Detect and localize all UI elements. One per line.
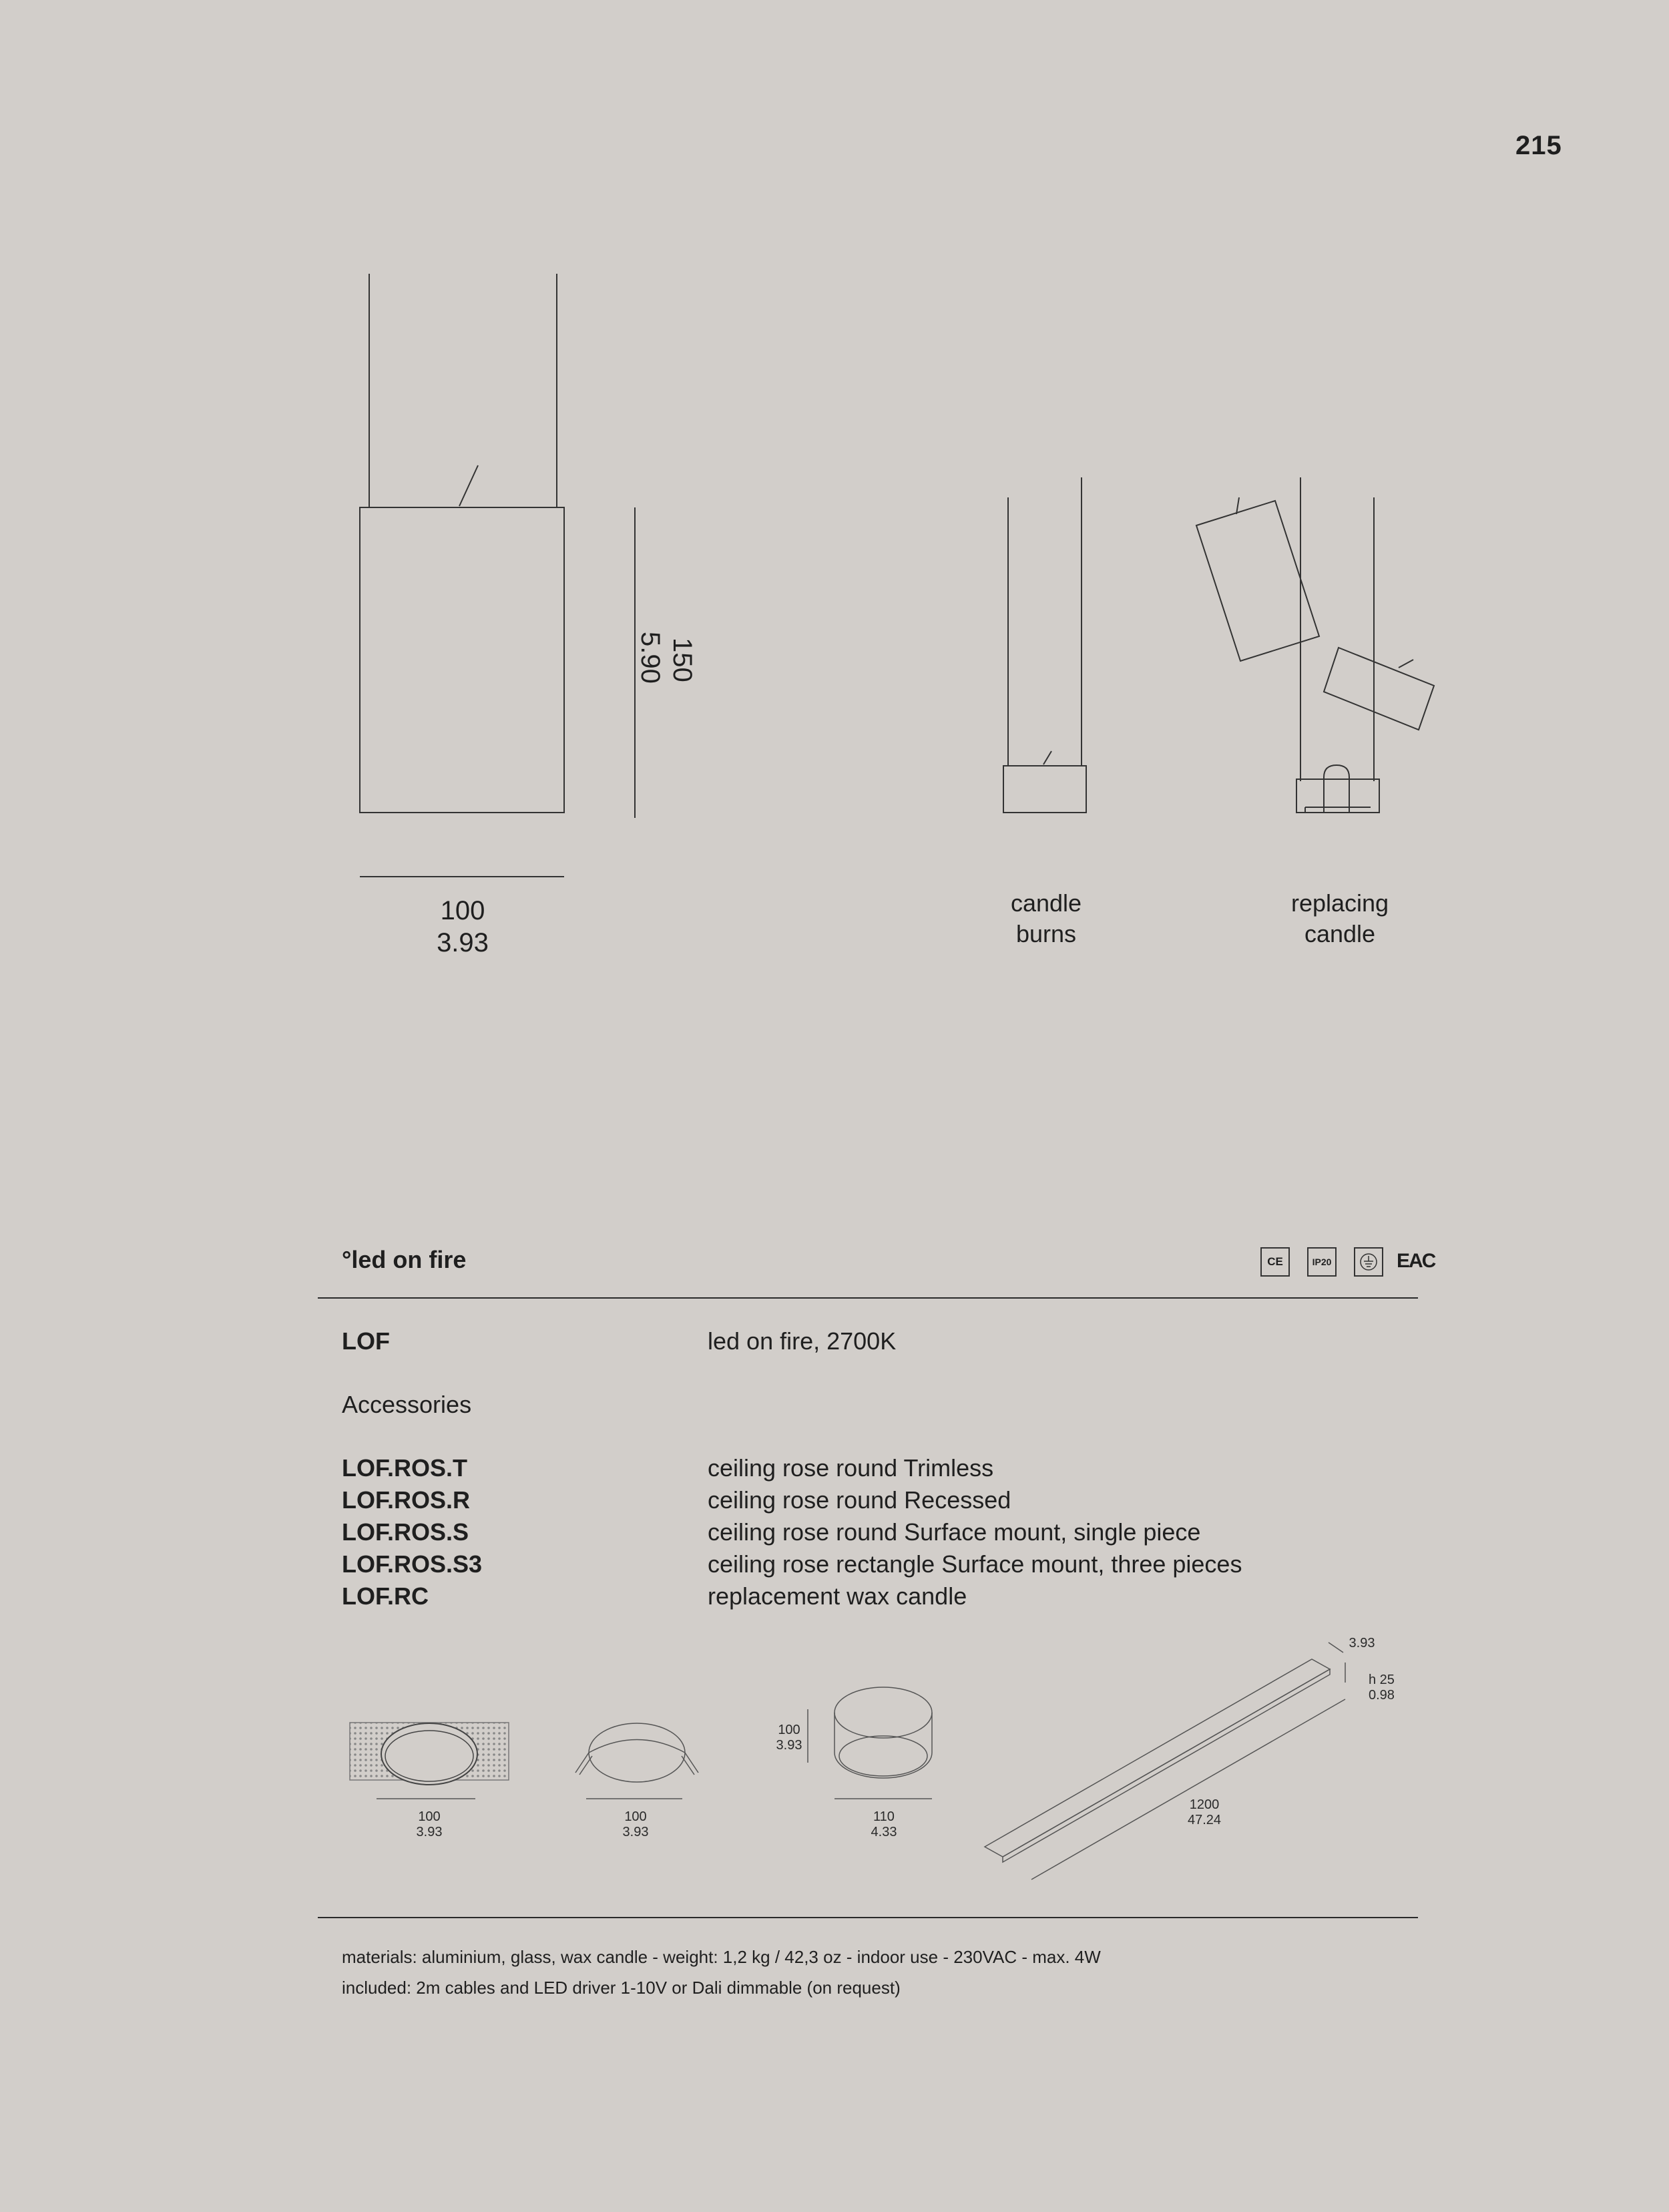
accessory-code: LOF.ROS.S xyxy=(342,1518,469,1546)
surface-height-dimension xyxy=(769,1723,809,1753)
caption-line: burns xyxy=(1015,920,1077,947)
pendant-front-view xyxy=(360,274,564,813)
accessory-code: LOF.ROS.R xyxy=(342,1486,471,1514)
footer-materials: materials: aluminium, glass, wax candle - weight: 1,2 kg / 42,3 oz - indoor use - 230VAC - max. 4W xyxy=(342,1947,1101,1967)
dim-in: 0.98 xyxy=(1369,1688,1395,1703)
accessory-code: LOF.ROS.T xyxy=(342,1454,467,1482)
dim-mm: 100 xyxy=(778,1723,800,1737)
divider-bottom xyxy=(318,1917,1418,1918)
width-dimension-label xyxy=(396,895,529,959)
main-desc: led on fire, 2700K xyxy=(708,1327,897,1355)
dim-in: 3.93 xyxy=(416,1825,443,1839)
recessed-dimension xyxy=(595,1809,676,1840)
page-number: 215 xyxy=(1515,131,1562,160)
rect-length-dimension xyxy=(1164,1797,1244,1828)
dim-mm: 110 xyxy=(873,1809,895,1824)
footer-included: included: 2m cables and LED driver 1-10V or Dali dimmable (on request) xyxy=(342,1978,901,1998)
accessory-code: LOF.ROS.S3 xyxy=(342,1550,483,1578)
height-in: 5.90 xyxy=(636,632,665,684)
dim-mm: 100 xyxy=(624,1809,647,1824)
caption-replacing-candle xyxy=(1240,888,1440,949)
rect-width-dimension: 3.93 xyxy=(1349,1636,1375,1650)
recessed-rose-drawing xyxy=(575,1723,698,1799)
divider-top xyxy=(318,1297,1418,1299)
accessory-desc: ceiling rose round Recessed xyxy=(708,1486,1011,1514)
product-title: °led on fire xyxy=(342,1246,467,1273)
caption-line: candle xyxy=(1010,889,1082,917)
dim-mm: 1200 xyxy=(1189,1797,1220,1812)
width-in: 3.93 xyxy=(437,928,489,957)
dim-in: 47.24 xyxy=(1187,1813,1222,1827)
height-mm: 150 xyxy=(668,638,697,682)
eac-mark-icon: EAC xyxy=(1397,1250,1435,1272)
trimless-rose-drawing xyxy=(350,1723,509,1799)
main-code: LOF xyxy=(342,1327,390,1355)
surface-width-dimension xyxy=(844,1809,924,1840)
caption-line: replacing xyxy=(1290,889,1389,917)
accessories-label: Accessories xyxy=(342,1391,472,1418)
rect-height-dimension xyxy=(1369,1673,1409,1703)
dim-mm: h 25 xyxy=(1369,1673,1395,1687)
candle-burns-illustration xyxy=(1003,477,1086,813)
dim-in: 4.33 xyxy=(871,1825,897,1839)
earth-ground-icon xyxy=(1354,1247,1383,1277)
caption-line: candle xyxy=(1304,920,1376,947)
dim-mm: 100 xyxy=(418,1809,441,1824)
trimless-dimension xyxy=(389,1809,469,1840)
ce-mark-icon: CE xyxy=(1260,1247,1290,1277)
earth-ground-symbol xyxy=(1359,1252,1379,1272)
accessory-code: LOF.RC xyxy=(342,1582,429,1610)
accessory-desc: replacement wax candle xyxy=(708,1582,967,1610)
accessory-desc: ceiling rose round Trimless xyxy=(708,1454,994,1482)
ip20-icon: IP20 xyxy=(1307,1247,1337,1277)
dim-in: 3.93 xyxy=(776,1738,802,1753)
surface-rose-drawing xyxy=(808,1687,932,1799)
width-mm: 100 xyxy=(440,896,485,925)
accessory-desc: ceiling rose round Surface mount, single piece xyxy=(708,1518,1201,1546)
caption-candle-burns xyxy=(946,888,1146,949)
replacing-candle-illustration xyxy=(1196,477,1434,813)
rectangle-rose-drawing xyxy=(985,1642,1345,1879)
dim-in: 3.93 xyxy=(622,1825,649,1839)
accessory-desc: ceiling rose rectangle Surface mount, three pieces xyxy=(708,1550,1242,1578)
